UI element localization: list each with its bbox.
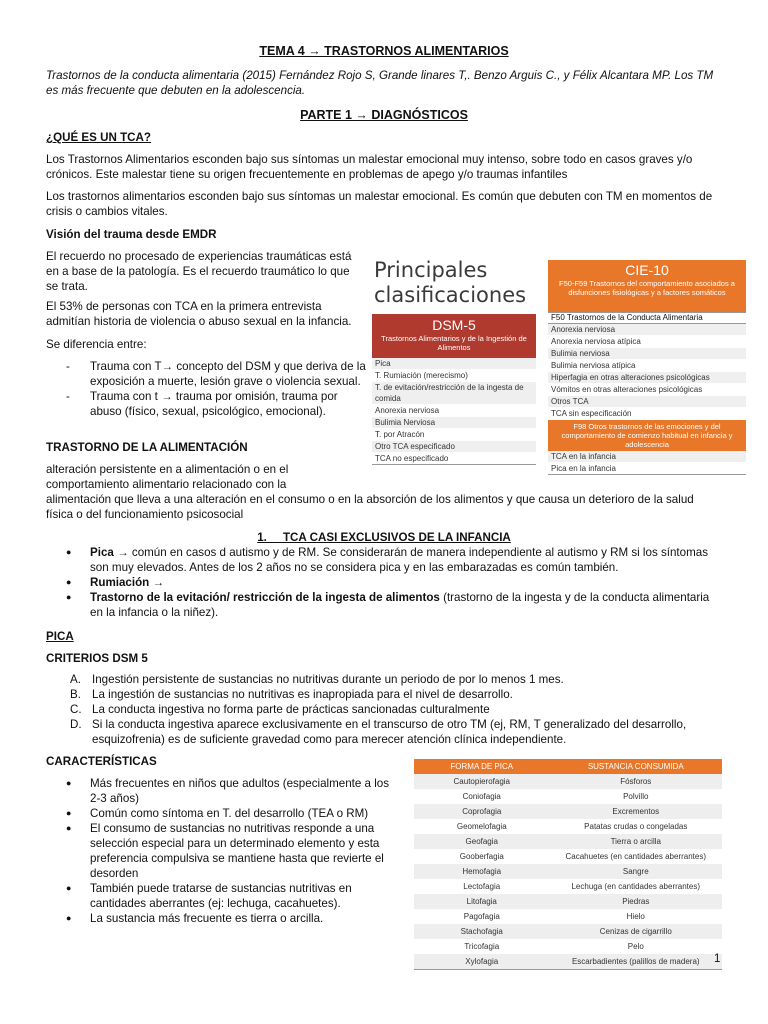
pica-form-cell: Geofagia [414,834,550,849]
criterios-heading: CRITERIOS DSM 5 [46,652,148,665]
pica-form-cell: Cautopierofagia [414,774,550,789]
pica-forms-table [414,759,722,970]
pica-table-row [414,879,722,894]
pica-substance-cell: Excrementos [550,804,722,819]
que-es-heading: ¿QUÉ ES UN TCA? [46,131,151,144]
pica-substance-cell: Hielo [626,912,645,921]
emdr-paragraph-1: El recuerdo no procesado de experiencias traumáticas está en a base de la patología. Es el recuerdo traumático lo que se trata. [46,250,352,293]
pica-substance-cell: Pelo [627,942,644,951]
trauma-list [46,359,366,419]
pica-substance-cell: Cenizas de cigarrillo [550,924,722,939]
cie10-row: Bulimia nerviosa [548,348,746,360]
emdr-paragraph-2: El 53% de personas con TCA en la primera entrevista admitían historia de violencia o abuso sexual en la infancia. [46,300,352,328]
pica-substance-cell: Cacahuetes (en cantidades aberrantes) [565,852,707,861]
caracteristicas-heading: CARACTERÍSTICAS [46,755,157,768]
section1-item: ● Pica → común en casos d autismo y de RM. Se considerarán de manera independiente al autismo y RM si los síntomas son muy elevados. Antes de los 2 años no se considera pica y en las embarazadas es común también. [66,546,709,574]
pica-substance-cell: Fósforos [550,774,722,789]
pica-substance-cell: Sangre [550,864,722,879]
pica-table-header-forma: FORMA DE PICA [414,759,550,774]
section1-title: 1. TCA CASI EXCLUSIVOS DE LA INFANCIA [257,531,511,544]
que-es-paragraph-2: Los trastornos alimentarios esconden bajo sus síntomas un malestar emocional. Es común que debuten con TM en momentos de crisis o cambios vitales. [46,190,713,218]
dsm5-row: Bulimia Nerviosa [372,417,536,429]
pica-table-row [414,894,722,909]
pica-table-row [414,954,722,970]
cie10-row: TCA sin especificación [548,408,746,420]
dsm5-row: Otro TCA especificado [372,441,536,453]
cie10-table [548,312,746,475]
pica-form-cell: Tricofagia [464,942,500,951]
reference-text: Trastornos de la conducta alimentaria (2015) Fernández Rojo S, Grande linares T,. Benzo Arguis C., y Félix Alcantara MP. Los TM es más frecuente que debuten en la adolescencia. [46,69,714,97]
section1-item: ● Trastorno de la evitación/ restricción de la ingesta de alimentos (trastorno de la ingesta y de la conducta alimentaria en la infancia o la niñez). [66,591,710,619]
document-title: TEMA 4 → TRASTORNOS ALIMENTARIOS [259,44,509,58]
pica-table-row [414,789,722,804]
pica-form-cell: Lectofagia [463,882,501,891]
pica-table-row [414,849,722,864]
pica-form-cell: Xylofagia [414,954,550,970]
pica-substance-cell: Piedras [550,894,722,909]
dsm5-row: Pica [372,358,536,370]
criterio-item: C. La conducta ingestiva no forma parte de prácticas sancionadas culturalmente [70,703,490,716]
cie10-row: Hiperfagia en otras alteraciones psicológicas [548,372,746,384]
pica-table-header-sustancia: SUSTANCIA CONSUMIDA [550,759,722,774]
pica-heading: PICA [46,630,74,643]
cie10-row: Anorexia nerviosa [548,324,746,336]
pica-substance-cell: Patatas crudas o congeladas [584,822,688,831]
cie10-row: Otros TCA [548,396,746,408]
section1-item: ● Rumiación → [66,576,165,589]
caracteristica-item: ● El consumo de sustancias no nutritivas responde a una selección especial para un determinado elemento y esta preferencia compulsiva se mantiene hasta que revierte el desorden [66,822,384,880]
section1-list [46,545,722,620]
caracteristica-item: ● Más frecuentes en niños que adultos (especialmente a los 2-3 años) [66,777,390,805]
trauma-item: - Trauma con t → trauma por omisión, trauma por abuso (físico, sexual, psicológico, emocional). [66,390,338,418]
cie10-row: TCA en la infancia [548,451,746,463]
classification-figure [372,258,746,494]
pica-form-cell: Litofagia [414,894,550,909]
pica-form-cell: Stachofagia [414,924,550,939]
dsm5-header: DSM-5 Trastornos Alimentarios y de la Ingestión de Alimentos [372,314,536,358]
cie10-row: Bulimia nerviosa atípica [548,360,746,372]
trastorno-definition-part1: alteración persistente en a alimentación o en el comportamiento alimentario relacionado con la [46,463,289,491]
pica-form-cell: Coniofagia [462,792,501,801]
part1-title: PARTE 1 → DIAGNÓSTICOS [300,108,468,122]
pica-form-cell: Geomelofagia [456,822,507,831]
pica-table-row [414,864,722,879]
pica-table-row [414,819,722,834]
cie10-rows [548,324,746,420]
cie10-header: CIE-10 F50-F59 Trastornos del comportamiento asociados a disfunciones fisiológicas y a factores somáticos [548,260,746,312]
cie10-f98-heading: F98 Otros trastornos de las emociones y del comportamiento de comienzo habitual en infancia y adolescencia [548,420,746,451]
figure-title: Principales clasificaciones [374,258,527,307]
page-number: 1 [714,953,721,965]
dsm5-rows [372,358,536,465]
trauma-item: - Trauma con T→ concepto del DSM y que deriva de la exposición a muerte, lesión grave o violencia sexual. [66,360,366,388]
criterio-item: D. Si la conducta ingestiva aparece exclusivamente en el transcurso de otro TM (ej, RM, T generalizado del desarrollo, esquizofrenia) es de suficiente gravedad como para merecer atención clínica independiente. [70,718,687,746]
dsm5-row: TCA no especificado [372,453,536,465]
dsm5-row: T. Rumiación (merecismo) [372,370,536,382]
dsm5-row: Anorexia nerviosa [372,405,536,417]
cie10-row: Vómitos en otras alteraciones psicológicas [548,384,746,396]
pica-table-row [414,834,722,849]
criterio-item: B. La ingestión de sustancias no nutritivas es inapropiada para el nivel de desarrollo. [70,688,513,701]
emdr-heading: Visión del trauma desde EMDR [46,228,217,241]
pica-substance-cell: Lechuga (en cantidades aberrantes) [571,882,701,891]
pica-substance-cell: Escarbadientes (palillos de madera) [550,954,722,970]
criterios-list [46,672,722,747]
diferencia-text: Se diferencia entre: [46,338,147,351]
pica-form-cell: Pagofagia [463,912,500,921]
dsm5-row: T. por Atracón [372,429,536,441]
dsm5-row: T. de evitación/restricción de la ingesta de comida [372,382,536,405]
trastorno-definition-part2: alimentación que lleva a una alteración en el consumo o en la absorción de los alimentos y que causa un deterioro de la salud física o del funcionamiento psicosocial [46,493,694,521]
pica-table-row [414,804,722,819]
cie10-rows-2 [548,451,746,475]
que-es-paragraph-1: Los Trastornos Alimentarios esconden bajo sus síntomas un malestar emocional muy intenso, sobre todo en casos graves y/o crónicos. Este malestar tiene su origen frecuentemente en problemas de apego y/o traumas infantiles [46,153,693,181]
caracteristica-item: ● La sustancia más frecuente es tierra o arcilla. [66,912,324,925]
caracteristicas-list [46,776,396,926]
criterio-item: A. Ingestión persistente de sustancias no nutritivas durante un periodo de por lo menos 1 mes. [70,673,564,686]
pica-form-cell: Gooberfagia [459,852,504,861]
pica-substance-cell: Tierra o arcilla [550,834,722,849]
pica-substance-cell: Polvillo [623,792,649,801]
cie10-f50-heading: F50 Trastornos de la Conducta Alimentaria [548,312,746,324]
cie10-row: Pica en la infancia [548,463,746,475]
pica-table-row [414,774,722,789]
trastorno-heading: TRASTORNO DE LA ALIMENTACIÓN [46,441,248,454]
pica-table-row [414,924,722,939]
caracteristica-item: ● También puede tratarse de sustancias nutritivas en cantidades aberrantes (ej: lechuga, cacahuetes). [66,882,352,910]
pica-table-header-row [414,759,722,774]
caracteristica-item: ● Común como síntoma en T. del desarrollo (TEA o RM) [66,807,369,820]
pica-table-row [414,939,722,954]
cie10-row: Anorexia nerviosa atípica [548,336,746,348]
pica-table-row [414,909,722,924]
pica-form-cell: Coprofagia [414,804,550,819]
pica-form-cell: Hemofagia [414,864,550,879]
pica-table-body [414,774,722,970]
